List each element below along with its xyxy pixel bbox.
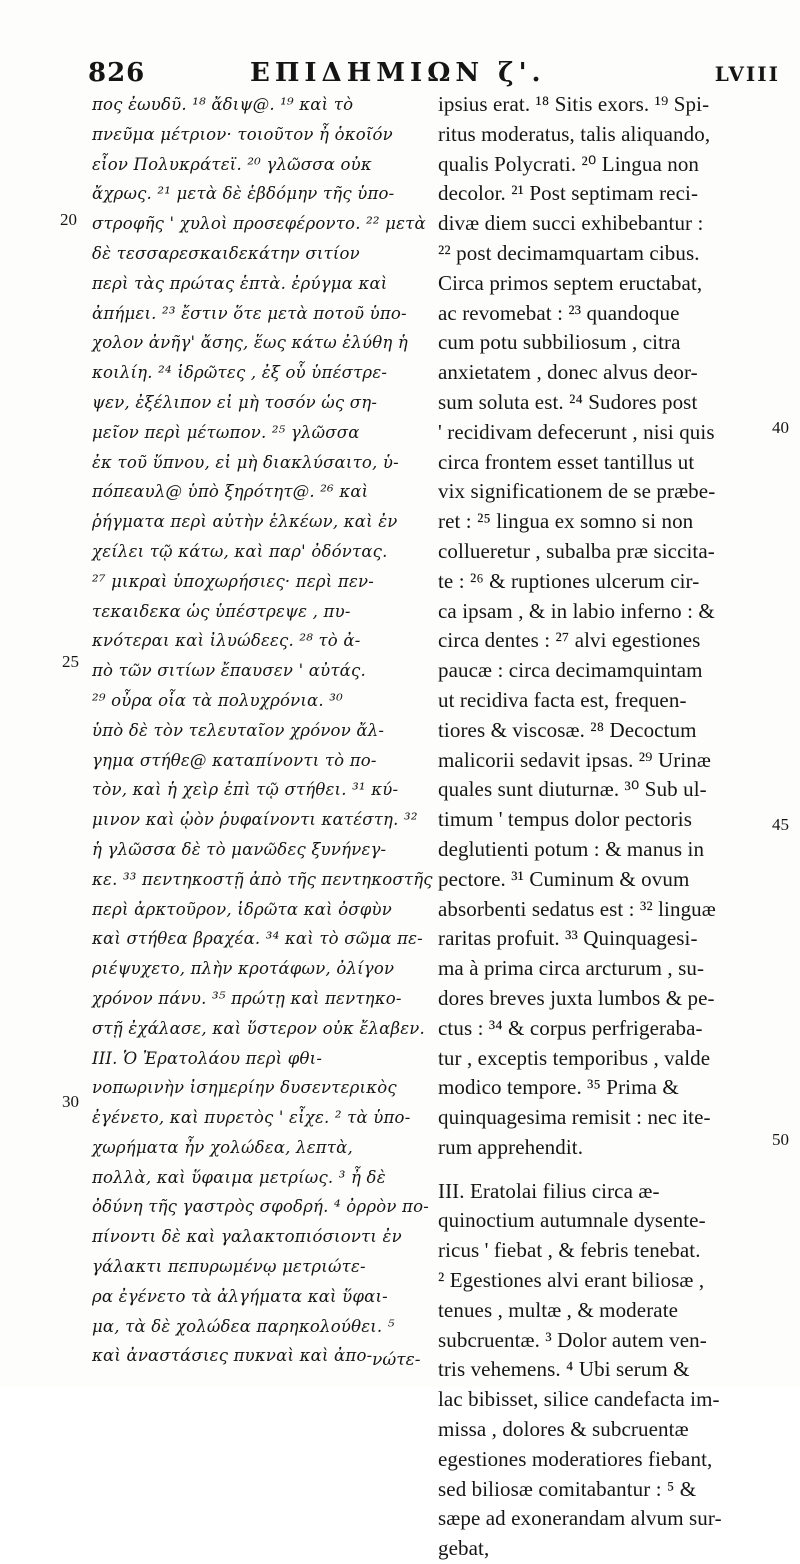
- greek-line: γημα στήθε@ καταπίνοντι τὸ πο-: [92, 750, 377, 770]
- latin-line: ²² post decimamquartam cibus.: [438, 240, 700, 265]
- greek-line: χρόνον πάνυ. ³⁵ πρώτῃ καὶ πεντηκο-: [92, 988, 402, 1008]
- greek-line: εἶον Πολυκράτεϊ. ²⁰ γλῶσσα οὐκ: [92, 154, 372, 174]
- latin-line: ipsius erat. ¹⁸ Sitis exors. ¹⁹ Spi-: [438, 92, 710, 116]
- greek-line: ²⁹ οὖρα οἷα τὰ πολυχρόνια. ³⁰: [92, 690, 343, 710]
- greek-line: ἄχρως. ²¹ μετὰ δὲ ἑβδόμην τῆς ὑπο-: [92, 184, 395, 204]
- greek-line: κε. ³³ πεντηκοστῇ ἀπὸ τῆς πεντηκοστῆς: [92, 869, 433, 889]
- latin-line: sum soluta est. ²⁴ Sudores post: [438, 389, 698, 414]
- greek-section-111-line: ἐγένετο, καὶ πυρετὸς ' εἶχε. ² τὰ ὑπο-: [92, 1108, 411, 1128]
- greek-line: πὸ τῶν σιτίων ἔπαυσεν ' αὐτάς.: [92, 661, 366, 681]
- greek-section-111-line: ρα ἐγένετο τὰ ἀλγήματα καὶ ὕφαι-: [92, 1286, 388, 1306]
- greek-line: ἀπήμει. ²³ ἔστιν ὅτε μετὰ ποτοῦ ὑπο-: [92, 303, 407, 323]
- greek-line: χείλει τῷ κάτω, καὶ παρ' ὀδόντας.: [92, 541, 388, 561]
- latin-line: pectore. ³¹ Cuminum & ovum: [438, 866, 690, 891]
- greek-line: περὶ ἀρκτοῦρον, ἱδρῶτα καὶ ὀσφὺν: [92, 899, 392, 919]
- greek-line: ὑπὸ δὲ τὸν τελευταῖον χρόνον ἄλ-: [92, 720, 385, 740]
- greek-section-111-line: ὀδύνη τῆς γαστρὸς σφοδρή. ⁴ ὀρρὸν πο-: [92, 1197, 429, 1217]
- margin-line-number-50: 50: [772, 1130, 789, 1149]
- greek-section-111-line: μα, τὰ δὲ χολώδεα παρηκολούθει. ⁵: [92, 1316, 395, 1336]
- latin-line: timum ' tempus dolor pectoris: [438, 807, 692, 832]
- greek-line: καὶ στήθεα βραχέα. ³⁴ καὶ τὸ σῶμα πε-: [92, 929, 423, 949]
- greek-line: ψεν, ἐξέλιπον εἰ μὴ τοσόν ὡς ση-: [92, 392, 378, 412]
- latin-line: raritas profuit. ³³ Quinquagesi-: [438, 926, 698, 951]
- margin-line-number-25: 25: [62, 652, 79, 671]
- latin-line: rum apprehendit.: [438, 1134, 584, 1159]
- latin-section-111-line: III. Eratolai filius circa æ-: [438, 1178, 660, 1203]
- greek-line: περὶ τὰς πρώτας ἑπτὰ. ἐρύγμα καὶ: [92, 273, 388, 293]
- greek-section-111-line: γάλακτι πεπυρωμένῳ μετριώτε-: [92, 1257, 366, 1277]
- greek-section-111-line: καὶ ἀναστάσιες πυκναὶ καὶ ἀπο-: [92, 1346, 373, 1366]
- latin-section-111-line: tris vehemens. ⁴ Ubi serum &: [438, 1357, 690, 1382]
- latin-line: te : ²⁶ & ruptiones ulcerum cir-: [438, 568, 700, 593]
- latin-line: deglutienti potum : & manus in: [438, 836, 705, 861]
- greek-line: πος ἐωυδῦ. ¹⁸ ἄδιψ@. ¹⁹ καὶ τὸ: [92, 95, 354, 114]
- latin-line: divæ diem succi exhibebantur :: [438, 211, 704, 236]
- latin-line: qualis Polycrati. ²⁰ Lingua non: [438, 151, 700, 176]
- latin-section-111-line: ricus ' fiebat , & febris tenebat.: [438, 1238, 701, 1263]
- latin-section-111-line: egestiones moderatiores fiebant,: [438, 1446, 713, 1471]
- greek-line: ἐκ τοῦ ὕπνου, εἰ μὴ διακλύσαιτο, ὑ-: [92, 452, 399, 472]
- greek-line: δὲ τεσσαρεσκαιδεκάτην σιτίον: [92, 243, 360, 263]
- greek-line: πνεῦμα μέτριον· τοιοῦτον ἦ ὁκοῖόν: [92, 124, 393, 144]
- latin-line: quales sunt diuturnæ. ³⁰ Sub ul-: [438, 777, 707, 802]
- latin-section-111-line: tenues , multæ , & moderate: [438, 1297, 679, 1322]
- latin-section-111-line: missa , dolores & subcruentæ: [438, 1417, 689, 1442]
- latin-line: ' recidivam defecerunt , nisi quis: [438, 419, 715, 444]
- greek-section-111-line: πολλὰ, καὶ ὕφαιμα μετρίως. ³ ἦ δὲ: [92, 1167, 386, 1187]
- latin-section-111-line: quinoctium autumnale dysente-: [438, 1208, 706, 1233]
- greek-line: στροφῆς ' χυλοὶ προσεφέροντο. ²² μετὰ: [92, 214, 426, 234]
- latin-line: ma à prima circa arcturum , su-: [438, 956, 705, 981]
- greek-section-111-line: πίνοντι δὲ καὶ γαλακτοπιόσιοντι ἐν: [92, 1227, 402, 1247]
- greek-column: [92, 90, 433, 1371]
- latin-line: Circa primos septem eructabat,: [438, 270, 703, 295]
- latin-line: ac revomebat : ²³ quandoque: [438, 300, 680, 325]
- latin-line: quinquagesima remisit : nec ite-: [438, 1105, 711, 1130]
- latin-section-111-line: sed biliosæ comitabantur : ⁵ &: [438, 1476, 697, 1501]
- latin-line: cum potu subbiliosum , citra: [438, 330, 681, 355]
- latin-line: ret : ²⁵ lingua ex somno si non: [438, 509, 694, 534]
- latin-line: circa frontem esset tantillus ut: [438, 449, 695, 474]
- latin-section-111-line: gebat,: [438, 1536, 490, 1561]
- latin-line: ctus : ³⁴ & corpus perfrigeraba-: [438, 1015, 703, 1040]
- greek-section-111-line: νοπωρινὴν ἰσημερίην δυσεντερικὸς: [92, 1078, 397, 1098]
- latin-line: collueretur , subalba præ siccita-: [438, 538, 715, 563]
- greek-line: ριέψυχετο, πλὴν κροτάφων, ὀλίγον: [92, 959, 395, 979]
- latin-line: decolor. ²¹ Post septimam reci-: [438, 181, 699, 206]
- latin-line: malicorii sedavit ipsas. ²⁹ Urinæ: [438, 747, 711, 772]
- section-gap: [438, 1163, 768, 1177]
- latin-line: paucæ : circa decimamquintam: [438, 658, 703, 683]
- greek-line: μινον καὶ ᾠὸν ῥυφαίνοντι κατέστη. ³²: [92, 810, 418, 830]
- greek-section-111-line: ΙΙΙ. Ὁ Ἐρατολάου περὶ φθι-: [92, 1048, 323, 1068]
- latin-line: ut recidiva facta est, frequen-: [438, 687, 687, 712]
- margin-line-number-30: 30: [62, 1092, 79, 1111]
- greek-line: ῥήγματα περὶ αὐτὴν ἑλκέων, καὶ ἐν: [92, 512, 398, 532]
- greek-line: κνότεραι καὶ ἰλυώδεες. ²⁸ τὸ ἀ-: [92, 631, 361, 651]
- latin-line: ca ipsam , & in labio inferno : &: [438, 598, 715, 623]
- latin-line: absorbenti sedatus est : ³² linguæ: [438, 896, 716, 921]
- greek-line: πόπεαυλ@ ὑπὸ ξηρότητ@. ²⁶ καὶ: [92, 482, 369, 502]
- greek-line: μεῖον περὶ μέτωπον. ²⁵ γλῶσσα: [92, 422, 360, 442]
- latin-line: anxietatem , donec alvus deor-: [438, 360, 698, 385]
- margin-line-number-20: 20: [60, 210, 77, 229]
- margin-line-number-40: 40: [772, 418, 789, 437]
- catchword: νώτε-: [372, 1350, 421, 1370]
- latin-line: dores breves juxta lumbos & pe-: [438, 985, 715, 1010]
- latin-line: modico tempore. ³⁵ Prima &: [438, 1075, 679, 1100]
- latin-line: vix significationem de se præbe-: [438, 479, 716, 504]
- latin-section-111-line: ² Egestiones alvi erant biliosæ ,: [438, 1268, 705, 1293]
- greek-section-111-line: χωρήματα ἦν χολώδεα, λεπτὰ,: [92, 1137, 353, 1157]
- margin-line-number-45: 45: [772, 815, 789, 834]
- running-head: ΕΠΙΔΗΜΙΩΝ ζ'.: [250, 58, 546, 88]
- latin-section-111-line: subcruentæ. ³ Dolor autem ven-: [438, 1327, 707, 1352]
- latin-line: tur , exceptis temporibus , valde: [438, 1045, 711, 1070]
- greek-line: κοιλίη. ²⁴ ἱδρῶτες , ἐξ οὗ ὑπέστρε-: [92, 363, 388, 383]
- latin-section-111-line: lac bibisset, silice candefacta im-: [438, 1387, 720, 1412]
- greek-line: τεκαιδεκα ὡς ὑπέστρεψε , πυ-: [92, 601, 351, 621]
- latin-line: tiores & viscosæ. ²⁸ Decoctum: [438, 717, 697, 742]
- latin-line: circa dentes : ²⁷ alvi egestiones: [438, 628, 701, 653]
- section-mark: LVIII: [714, 62, 780, 86]
- greek-line: ἡ γλῶσσα δὲ τὸ μανῶδες ξυνήνεγ-: [92, 839, 387, 859]
- greek-line: τὸν, καὶ ἡ χεὶρ ἐπὶ τῷ στήθει. ³¹ κύ-: [92, 780, 399, 800]
- page-number: 826: [88, 58, 146, 88]
- latin-column: [438, 90, 768, 1564]
- latin-line: ritus moderatus, talis aliquando,: [438, 121, 711, 146]
- greek-line: χολον ἀνῆγ' ἄσης, ἕως κάτω ἐλύθη ἡ: [92, 333, 408, 353]
- greek-line: στῇ ἐχάλασε, καὶ ὕστερον οὐκ ἔλαβεν.: [92, 1018, 425, 1038]
- greek-line: ²⁷ μικραὶ ὑποχωρήσιες· περὶ πεν-: [92, 571, 375, 591]
- latin-section-111-line: sæpe ad exonerandam alvum sur-: [438, 1506, 722, 1531]
